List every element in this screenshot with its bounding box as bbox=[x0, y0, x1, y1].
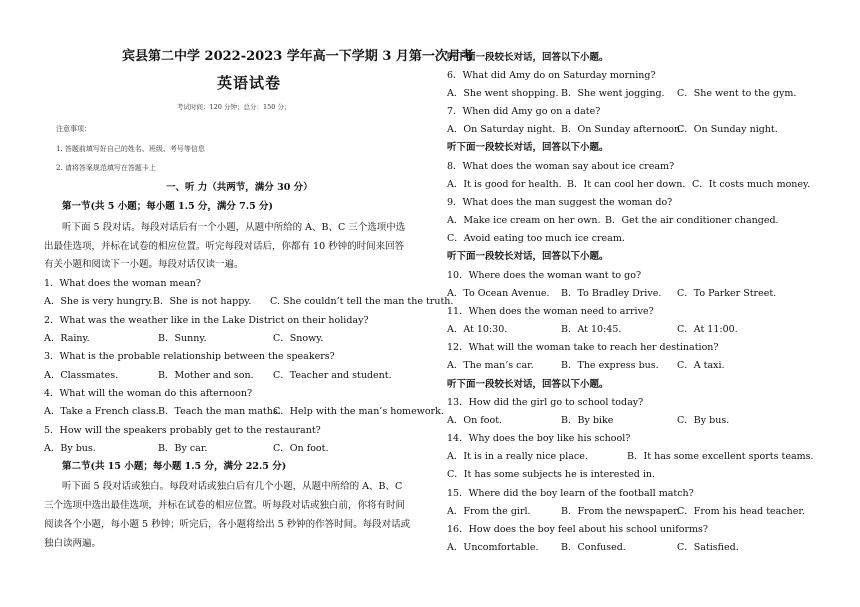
q8-option-c: C．It costs much money. bbox=[692, 179, 811, 190]
question-12: 12．What will the woman take to reach her destination? bbox=[447, 342, 719, 353]
q14-option-c: C．It has some subjects he is interested in. bbox=[447, 469, 656, 480]
q14-option-b: B．It has some excellent sports teams. bbox=[627, 451, 814, 462]
q9-option-a: A．Make ice cream on her own. bbox=[447, 215, 601, 226]
q9-option-b: B．Get the air conditioner changed. bbox=[605, 215, 779, 226]
q16-option-a: A．Uncomfortable. bbox=[447, 542, 539, 553]
exam-subtitle: 英语试卷 bbox=[217, 74, 282, 92]
section2-instruction-2: 三个选项中选出最佳选项，并标在试卷的相应位置。听每段对话或独白前，你将有时间 bbox=[44, 500, 406, 511]
notes-item-2: 2. 请将答案规范填写在答题卡上 bbox=[56, 164, 156, 172]
dialogue-intro-3: 听下面一段较长对话，回答以下小题。 bbox=[447, 251, 609, 262]
notes-heading: 注意事项： bbox=[56, 125, 91, 133]
q4-option-a: A．Take a French class. bbox=[44, 406, 159, 417]
section2-instruction-1: 听下面 5 段对话或独白。每段对话或独白后有几个小题，从题中所给的 A、B、C bbox=[62, 481, 403, 492]
question-16: 16．How does the boy feel about his school uniforms? bbox=[447, 524, 708, 535]
dialogue-intro-2: 听下面一段较长对话，回答以下小题。 bbox=[447, 142, 609, 153]
q7-option-c: C．On Sunday night. bbox=[677, 124, 778, 135]
exam-meta: 考试时间：120 分钟；总分：150 分； bbox=[177, 103, 291, 111]
q13-option-a: A．On foot. bbox=[447, 415, 503, 426]
q6-option-a: A．She went shopping. bbox=[447, 88, 559, 99]
q2-option-a: A．Rainy. bbox=[44, 333, 90, 344]
q1-option-c: C. She couldn’t tell the man the truth. bbox=[270, 296, 454, 307]
question-13: 13．How did the girl go to school today? bbox=[447, 397, 644, 408]
question-15: 15．Where did the boy learn of the football match? bbox=[447, 488, 694, 499]
section2-heading: 第二节(共 15 小题；每小题 1.5 分，满分 22.5 分) bbox=[62, 461, 287, 472]
q3-option-b: B．Mother and son. bbox=[158, 370, 254, 381]
q3-option-a: A．Classmates. bbox=[44, 370, 119, 381]
q5-option-b: B．By car. bbox=[158, 443, 208, 454]
question-10: 10．Where does the woman want to go? bbox=[447, 270, 642, 281]
q10-option-c: C．To Parker Street. bbox=[677, 288, 777, 299]
q13-option-b: B．By bike bbox=[561, 415, 614, 426]
q5-option-a: A．By bus. bbox=[44, 443, 96, 454]
q13-option-c: C．By bus. bbox=[677, 415, 730, 426]
q1-option-b: B．She is not happy. bbox=[153, 296, 252, 307]
question-11: 11．When does the woman need to arrive? bbox=[447, 306, 654, 317]
q11-option-c: C．At 11:00. bbox=[677, 324, 738, 335]
q1-option-a: A．She is very hungry. bbox=[44, 296, 153, 307]
question-8: 8．What does the woman say about ice cream? bbox=[447, 161, 675, 172]
q8-option-b: B．It can cool her down. bbox=[567, 179, 686, 190]
q5-option-c: C．On foot. bbox=[273, 443, 329, 454]
q15-option-c: C．From his head teacher. bbox=[677, 506, 805, 517]
q4-option-b: B．Teach the man maths. bbox=[158, 406, 281, 417]
q12-option-c: C．A taxi. bbox=[677, 360, 725, 371]
q6-option-c: C．She went to the gym. bbox=[677, 88, 797, 99]
q6-option-b: B．She went jogging. bbox=[561, 88, 665, 99]
q3-option-c: C．Teacher and student. bbox=[273, 370, 392, 381]
question-6: 6．What did Amy do on Saturday morning? bbox=[447, 70, 656, 81]
q2-option-c: C．Snowy. bbox=[273, 333, 324, 344]
q12-option-b: B．The express bus. bbox=[561, 360, 659, 371]
q10-option-a: A．To Ocean Avenue. bbox=[447, 288, 550, 299]
q12-option-a: A．The man’s car. bbox=[447, 360, 534, 371]
q16-option-b: B．Confused. bbox=[561, 542, 626, 553]
dialogue-intro-4: 听下面一段较长对话，回答以下小题。 bbox=[447, 379, 609, 390]
q10-option-b: B．To Bradley Drive. bbox=[561, 288, 662, 299]
q7-option-b: B．On Sunday afternoon. bbox=[561, 124, 684, 135]
section1-heading: 第一节(共 5 小题；每小题 1.5 分，满分 7.5 分) bbox=[62, 201, 273, 212]
q2-option-b: B．Sunny. bbox=[158, 333, 207, 344]
question-5: 5．How will the speakers probably get to the restaurant? bbox=[44, 425, 321, 436]
section2-instruction-3: 阅读各个小题，每小题 5 秒钟；听完后，各小题将给出 5 秒钟的作答时间。每段对话或 bbox=[44, 519, 411, 530]
question-7: 7．When did Amy go on a date? bbox=[447, 106, 601, 117]
q7-option-a: A．On Saturday night. bbox=[447, 124, 556, 135]
section1-instruction-1: 听下面 5 段对话。每段对话后有一个小题，从题中所给的 A、B、C 三个选项中选 bbox=[62, 222, 406, 233]
question-3: 3．What is the probable relationship between the speakers? bbox=[44, 351, 335, 362]
q16-option-c: C．Satisfied. bbox=[677, 542, 739, 553]
question-4: 4．What will the woman do this afternoon? bbox=[44, 388, 253, 399]
q4-option-c: C．Help with the man’s homework. bbox=[273, 406, 444, 417]
q11-option-b: B．At 10:45. bbox=[561, 324, 622, 335]
exam-title: 宾县第二中学 2022-2023 学年高一下学期 3 月第一次月考 bbox=[122, 49, 474, 64]
question-2: 2．What was the weather like in the Lake District on their holiday? bbox=[44, 315, 369, 326]
question-9: 9．What does the man suggest the woman do? bbox=[447, 197, 673, 208]
q9-option-c: C．Avoid eating too much ice cream. bbox=[447, 233, 625, 244]
part1-heading: 一、听 力（共两节，满分 30 分） bbox=[166, 182, 313, 193]
section1-instruction-3: 有关小题和阅读下一小题。每段对话仅读一遍。 bbox=[44, 259, 244, 270]
q11-option-a: A．At 10:30. bbox=[447, 324, 508, 335]
q14-option-a: A．It is in a really nice place. bbox=[447, 451, 588, 462]
notes-item-1: 1. 答题前填写好自己的姓名、班级、考号等信息 bbox=[56, 145, 205, 153]
q8-option-a: A．It is good for health. bbox=[447, 179, 562, 190]
question-14: 14．Why does the boy like his school? bbox=[447, 433, 631, 444]
dialogue-intro-1: 听下面一段较长对话，回答以下小题。 bbox=[447, 52, 609, 63]
section1-instruction-2: 出最佳选项，并标在试卷的相应位置。听完每段对话后，你都有 10 秒钟的时间来回答 bbox=[44, 241, 405, 252]
q15-option-b: B．From the newspaper. bbox=[561, 506, 680, 517]
question-1: 1．What does the woman mean? bbox=[44, 278, 201, 289]
section2-instruction-4: 独白读两遍。 bbox=[44, 538, 102, 549]
q15-option-a: A．From the girl. bbox=[447, 506, 531, 517]
